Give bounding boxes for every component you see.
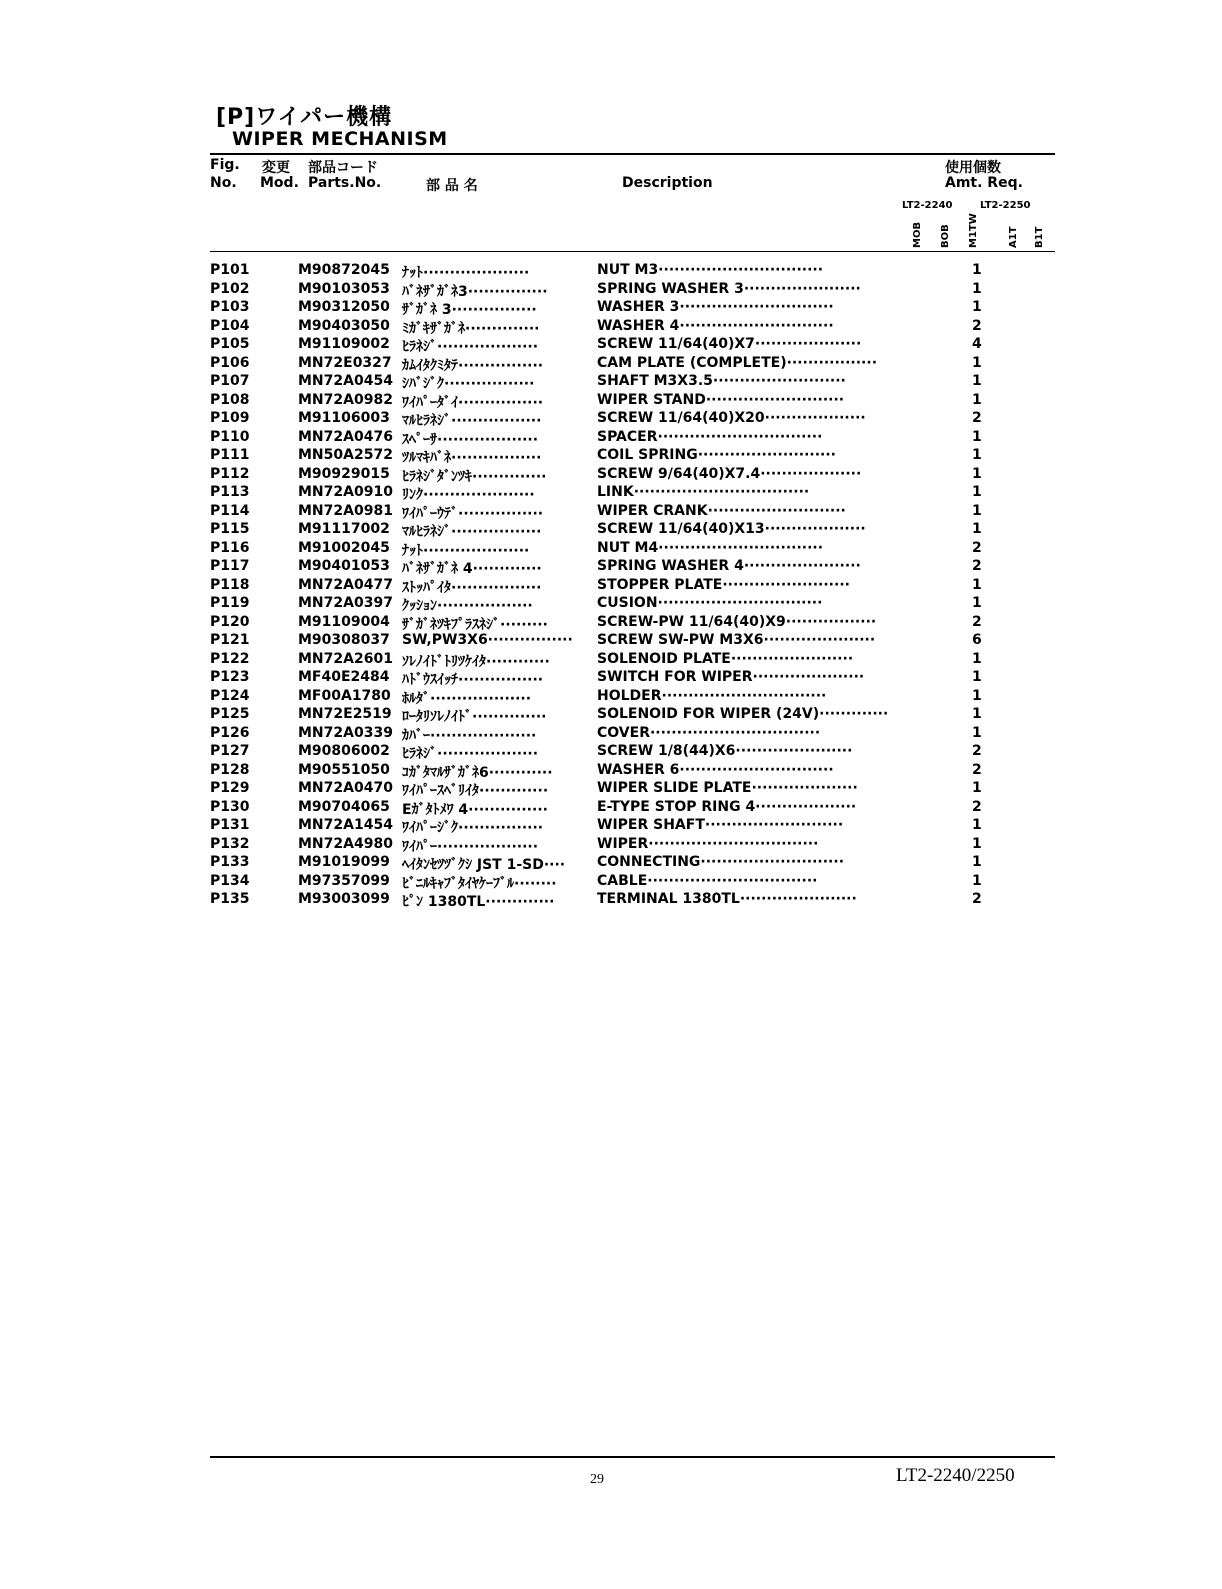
- description: SHAFT M3X3.5·························: [597, 373, 846, 389]
- fig-no: P132: [210, 835, 250, 852]
- description: SCREW-PW 11/64(40)X9·················: [597, 613, 877, 630]
- part-no: MN72A0476: [298, 428, 393, 445]
- part-no: MF00A1780: [298, 687, 391, 704]
- quantity: 1: [972, 502, 982, 519]
- quantity: 1: [972, 669, 982, 685]
- part-name-jp: ﾋﾗﾈｼﾞ···················: [402, 339, 539, 355]
- table-row: [210, 651, 1010, 670]
- description: SCREW 11/64(40)X20···················: [597, 410, 866, 426]
- table-row: [210, 281, 1010, 300]
- description: WASHER 6·····························: [597, 761, 834, 778]
- quantity: 2: [972, 317, 982, 334]
- fig-no: P102: [210, 280, 250, 297]
- fig-no: P121: [210, 632, 250, 648]
- part-name-jp: ﾜｲﾊﾟｰｽﾍﾞﾘｲﾀ·············: [402, 783, 549, 799]
- part-name-jp: ﾋﾟﾝ 1380TL·············: [402, 894, 555, 910]
- part-no: M91106003: [298, 410, 390, 426]
- table-row: [210, 817, 1010, 836]
- description: NUT M3·······························: [597, 262, 824, 278]
- table-row: [210, 410, 1010, 429]
- part-no: M90103053: [298, 280, 390, 297]
- description: SPRING WASHER 3······················: [597, 280, 861, 297]
- fig-no: P127: [210, 743, 250, 759]
- col-header-mod-2: Mod.: [260, 175, 299, 191]
- table-row: [210, 558, 1010, 577]
- quantity: 1: [972, 373, 982, 389]
- fig-no: P124: [210, 687, 250, 704]
- part-no: M90401053: [298, 558, 390, 574]
- description: WIPER SLIDE PLATE····················: [597, 780, 858, 796]
- description: SCREW 11/64(40)X13···················: [597, 521, 866, 537]
- header-top-rule: [210, 153, 1055, 155]
- quantity: 2: [972, 761, 982, 778]
- part-no: MN72A0477: [298, 576, 393, 593]
- description: COIL SPRING··························: [597, 447, 836, 463]
- part-name-jp: ﾏﾙﾋﾗﾈｼﾞ·················: [402, 413, 542, 429]
- quantity: 1: [972, 650, 982, 667]
- description: WIPER································: [597, 835, 819, 852]
- fig-no: P114: [210, 502, 250, 519]
- table-row: [210, 429, 1010, 448]
- fig-no: P129: [210, 780, 250, 796]
- table-row: [210, 725, 1010, 744]
- footer-rule: [210, 1456, 1055, 1458]
- part-no: MF40E2484: [298, 669, 390, 685]
- part-name-jp: ﾘﾝｸ·····················: [402, 487, 535, 503]
- part-name-jp: ﾂﾙﾏｷﾊﾞﾈ·················: [402, 450, 542, 466]
- quantity: 1: [972, 465, 982, 482]
- table-row: [210, 762, 1010, 781]
- description: SCREW SW-PW M3X6·····················: [597, 632, 876, 648]
- description: WIPER SHAFT··························: [597, 817, 844, 833]
- table-row: [210, 780, 1010, 799]
- part-name-jp: ﾜｲﾊﾟｰｼﾞｸ················: [402, 820, 544, 836]
- description: E-TYPE STOP RING 4···················: [597, 798, 857, 815]
- part-no: MN72A1454: [298, 817, 393, 833]
- fig-no: P115: [210, 521, 250, 537]
- table-row: [210, 355, 1010, 374]
- parts-table: [210, 262, 1010, 910]
- col-header-fig-2: No.: [210, 175, 237, 191]
- part-no: M90403050: [298, 317, 390, 334]
- part-no: MN72E0327: [298, 354, 392, 371]
- page-title-jp: [P]ワイパー機構: [216, 105, 393, 130]
- fig-no: P133: [210, 854, 250, 870]
- table-row: [210, 466, 1010, 485]
- quantity: 4: [972, 336, 982, 352]
- part-name-jp: ｻﾞｶﾞﾈﾂｷﾌﾟﾗｽﾈｼﾞ·········: [402, 616, 548, 633]
- part-name-jp: ﾜｲﾊﾟｰ···················: [402, 838, 539, 855]
- table-row: [210, 392, 1010, 411]
- table-row: [210, 743, 1010, 762]
- fig-no: P134: [210, 872, 250, 889]
- part-no: M91109002: [298, 336, 390, 352]
- fig-no: P116: [210, 539, 250, 556]
- part-name-jp: ｿﾚﾉｲﾄﾞﾄﾘﾂｹｲﾀ············: [402, 653, 550, 670]
- variant-label-b1t: B1T: [1034, 226, 1045, 248]
- fig-no: P119: [210, 595, 250, 611]
- description: SCREW 11/64(40)X7····················: [597, 336, 862, 352]
- part-no: M91002045: [298, 539, 390, 556]
- quantity: 1: [972, 391, 982, 408]
- description: CONNECTING···························: [597, 854, 845, 870]
- description: WIPER STAND··························: [597, 391, 845, 408]
- quantity: 2: [972, 798, 982, 815]
- table-row: [210, 688, 1010, 707]
- part-no: M90308037: [298, 632, 390, 648]
- quantity: 1: [972, 484, 982, 500]
- description: SCREW 9/64(40)X7.4···················: [597, 465, 862, 482]
- fig-no: P122: [210, 650, 250, 667]
- part-name-jp: ﾅｯﾄ····················: [402, 542, 530, 559]
- col-header-part-2: Parts.No.: [308, 175, 382, 191]
- part-no: M91109004: [298, 613, 390, 630]
- table-row: [210, 540, 1010, 559]
- table-row: [210, 336, 1010, 355]
- part-no: M90872045: [298, 262, 390, 278]
- description: SPRING WASHER 4······················: [597, 558, 861, 574]
- fig-no: P110: [210, 428, 250, 445]
- fig-no: P118: [210, 576, 250, 593]
- quantity: 1: [972, 428, 982, 445]
- table-row: [210, 373, 1010, 392]
- part-name-jp: ﾋﾞﾆﾙｷｬﾌﾞﾀｲﾔｹｰﾌﾞﾙ········: [402, 875, 557, 892]
- part-name-jp: ﾎﾙﾀﾞ···················: [402, 690, 532, 707]
- fig-no: P108: [210, 391, 250, 408]
- table-row: [210, 836, 1010, 855]
- table-row: [210, 318, 1010, 337]
- col-header-description: Description: [622, 175, 713, 191]
- fig-no: P109: [210, 410, 250, 426]
- fig-no: P101: [210, 262, 250, 278]
- part-no: M91117002: [298, 521, 390, 537]
- fig-no: P123: [210, 669, 250, 685]
- part-name-jp: ﾐｶﾞｷｻﾞｶﾞﾈ··············: [402, 320, 540, 337]
- part-name-jp: ｽﾄｯﾊﾟｲﾀ·················: [402, 579, 542, 596]
- description: SWITCH FOR WIPER·····················: [597, 669, 865, 685]
- part-no: M91019099: [298, 854, 390, 870]
- fig-no: P135: [210, 891, 250, 907]
- fig-no: P131: [210, 817, 250, 833]
- quantity: 1: [972, 576, 982, 593]
- quantity: 1: [972, 817, 982, 833]
- fig-no: P130: [210, 798, 250, 815]
- description: TERMINAL 1380TL······················: [597, 891, 857, 907]
- description: STOPPER PLATE························: [597, 576, 850, 593]
- fig-no: P105: [210, 336, 250, 352]
- fig-no: P111: [210, 447, 250, 463]
- part-no: M97357099: [298, 872, 390, 889]
- part-no: M90929015: [298, 465, 390, 482]
- table-row: [210, 614, 1010, 633]
- header-bottom-rule: [210, 251, 1055, 252]
- description: CAM PLATE (COMPLETE)·················: [597, 354, 878, 371]
- quantity: 1: [972, 280, 982, 297]
- description: COVER································: [597, 724, 821, 741]
- quantity: 2: [972, 410, 982, 426]
- part-no: MN72A0397: [298, 595, 393, 611]
- quantity: 6: [972, 632, 982, 648]
- part-name-jp: ﾜｲﾊﾟｰｳﾃﾞ················: [402, 505, 544, 522]
- col-header-fig-1: Fig.: [210, 157, 240, 173]
- part-name-jp: ｺｶﾞﾀﾏﾙｻﾞｶﾞﾈ6············: [402, 764, 553, 781]
- fig-no: P104: [210, 317, 250, 334]
- table-row: [210, 854, 1010, 873]
- table-row: [210, 503, 1010, 522]
- part-no: M93003099: [298, 891, 390, 907]
- table-row: [210, 595, 1010, 614]
- description: WASHER 4·····························: [597, 317, 834, 334]
- table-row: [210, 632, 1010, 651]
- table-row: [210, 873, 1010, 892]
- fig-no: P103: [210, 299, 250, 315]
- col-header-mod-1: 変更: [262, 160, 290, 176]
- part-name-jp: ﾜｲﾊﾟｰﾀﾞｲ················: [402, 394, 544, 411]
- part-name-jp: ｼﾊﾞｼﾞｸ·················: [402, 376, 535, 392]
- part-name-jp: ﾊﾄﾞｳｽｲｯﾁ················: [402, 672, 544, 688]
- table-row: [210, 669, 1010, 688]
- footer-model: LT2-2240/2250: [896, 1465, 1015, 1486]
- model-label-left: LT2-2240: [902, 200, 953, 211]
- part-name-jp: ﾊﾞﾈｻﾞｶﾞﾈ 4·············: [402, 561, 542, 577]
- table-row: [210, 299, 1010, 318]
- fig-no: P107: [210, 373, 250, 389]
- quantity: 2: [972, 891, 982, 907]
- table-row: [210, 447, 1010, 466]
- part-no: MN72A0910: [298, 484, 393, 500]
- part-no: M90551050: [298, 761, 390, 778]
- page-number: 29: [590, 1472, 604, 1487]
- quantity: 1: [972, 262, 982, 278]
- quantity: 2: [972, 743, 982, 759]
- table-row: [210, 262, 1010, 281]
- table-row: [210, 706, 1010, 725]
- fig-no: P128: [210, 761, 250, 778]
- fig-no: P120: [210, 613, 250, 630]
- quantity: 2: [972, 539, 982, 556]
- description: WASHER 3·····························: [597, 299, 834, 315]
- quantity: 2: [972, 558, 982, 574]
- variant-label-m1tw: M1TW: [968, 213, 979, 248]
- description: LINK·································: [597, 484, 810, 500]
- quantity: 1: [972, 447, 982, 463]
- table-row: [210, 577, 1010, 596]
- part-name-jp: ｶﾑｲﾀｸﾐﾀﾃ················: [402, 357, 544, 374]
- table-row: [210, 521, 1010, 540]
- part-name-jp: ﾛｰﾀﾘｿﾚﾉｲﾄﾞ··············: [402, 709, 547, 725]
- quantity: 1: [972, 595, 982, 611]
- part-name-jp: ﾅｯﾄ····················: [402, 265, 530, 281]
- description: CUSION·······························: [597, 595, 823, 611]
- part-name-jp: ｽﾍﾟｰｻ···················: [402, 431, 539, 448]
- description: WIPER CRANK··························: [597, 502, 846, 519]
- table-row: [210, 799, 1010, 818]
- description: HOLDER·······························: [597, 687, 827, 704]
- part-no: MN72A0981: [298, 502, 393, 519]
- part-no: MN72A0454: [298, 373, 393, 389]
- description: SCREW 1/8(44)X6······················: [597, 743, 853, 759]
- model-label-right: LT2-2250: [980, 200, 1031, 211]
- quantity: 1: [972, 687, 982, 704]
- description: SPACER·······························: [597, 428, 823, 445]
- part-name-jp: ﾊﾞﾈｻﾞｶﾞﾈ3···············: [402, 283, 548, 300]
- part-name-jp: SW,PW3X6················: [402, 632, 573, 648]
- table-row: [210, 484, 1010, 503]
- part-no: MN50A2572: [298, 447, 393, 463]
- fig-no: P113: [210, 484, 250, 500]
- col-header-name-jp: 部 品 名: [426, 178, 478, 194]
- part-no: MN72E2519: [298, 706, 392, 722]
- quantity: 1: [972, 872, 982, 889]
- quantity: 1: [972, 780, 982, 796]
- fig-no: P125: [210, 706, 250, 722]
- description: NUT M4·······························: [597, 539, 824, 556]
- part-name-jp: ﾏﾙﾋﾗﾈｼﾞ·················: [402, 524, 542, 540]
- part-name-jp: Eｶﾞﾀﾄﾒﾜ 4···············: [402, 801, 548, 818]
- quantity: 2: [972, 613, 982, 630]
- col-header-amt-2: Amt. Req.: [945, 175, 1023, 191]
- quantity: 1: [972, 299, 982, 315]
- quantity: 1: [972, 354, 982, 371]
- variant-label-a1t: A1T: [1008, 226, 1019, 248]
- fig-no: P106: [210, 354, 250, 371]
- col-header-part-1: 部品コード: [308, 160, 378, 176]
- quantity: 1: [972, 854, 982, 870]
- fig-no: P117: [210, 558, 250, 574]
- part-name-jp: ﾋﾗﾈｼﾞﾀﾞﾝﾂｷ··············: [402, 468, 547, 485]
- page-title-en: WIPER MECHANISM: [232, 128, 448, 150]
- part-name-jp: ｸｯｼｮﾝ··················: [402, 598, 533, 614]
- part-name-jp: ﾍｲﾀﾝｾﾂﾂﾞｸｼ JST 1-SD····: [402, 857, 566, 873]
- quantity: 1: [972, 706, 982, 722]
- part-name-jp: ﾋﾗﾈｼﾞ···················: [402, 746, 539, 762]
- fig-no: P126: [210, 724, 250, 741]
- part-no: MN72A4980: [298, 835, 393, 852]
- part-no: MN72A2601: [298, 650, 393, 667]
- part-no: MN72A0339: [298, 724, 393, 741]
- description: SOLENOID PLATE·······················: [597, 650, 854, 667]
- part-no: M90312050: [298, 299, 390, 315]
- part-no: M90704065: [298, 798, 390, 815]
- description: SOLENOID FOR WIPER (24V)·············: [597, 706, 889, 722]
- quantity: 1: [972, 521, 982, 537]
- part-name-jp: ｻﾞｶﾞﾈ 3················: [402, 302, 537, 318]
- part-no: MN72A0470: [298, 780, 393, 796]
- part-no: M90806002: [298, 743, 390, 759]
- table-row: [210, 891, 1010, 910]
- fig-no: P112: [210, 465, 250, 482]
- col-header-amt-1: 使用個数: [945, 160, 1001, 176]
- part-name-jp: ｶﾊﾞｰ····················: [402, 727, 537, 744]
- variant-label-bob: BOB: [940, 224, 951, 248]
- quantity: 1: [972, 835, 982, 852]
- description: CABLE································: [597, 872, 818, 889]
- quantity: 1: [972, 724, 982, 741]
- part-no: MN72A0982: [298, 391, 393, 408]
- variant-label-mob: MOB: [912, 221, 923, 248]
